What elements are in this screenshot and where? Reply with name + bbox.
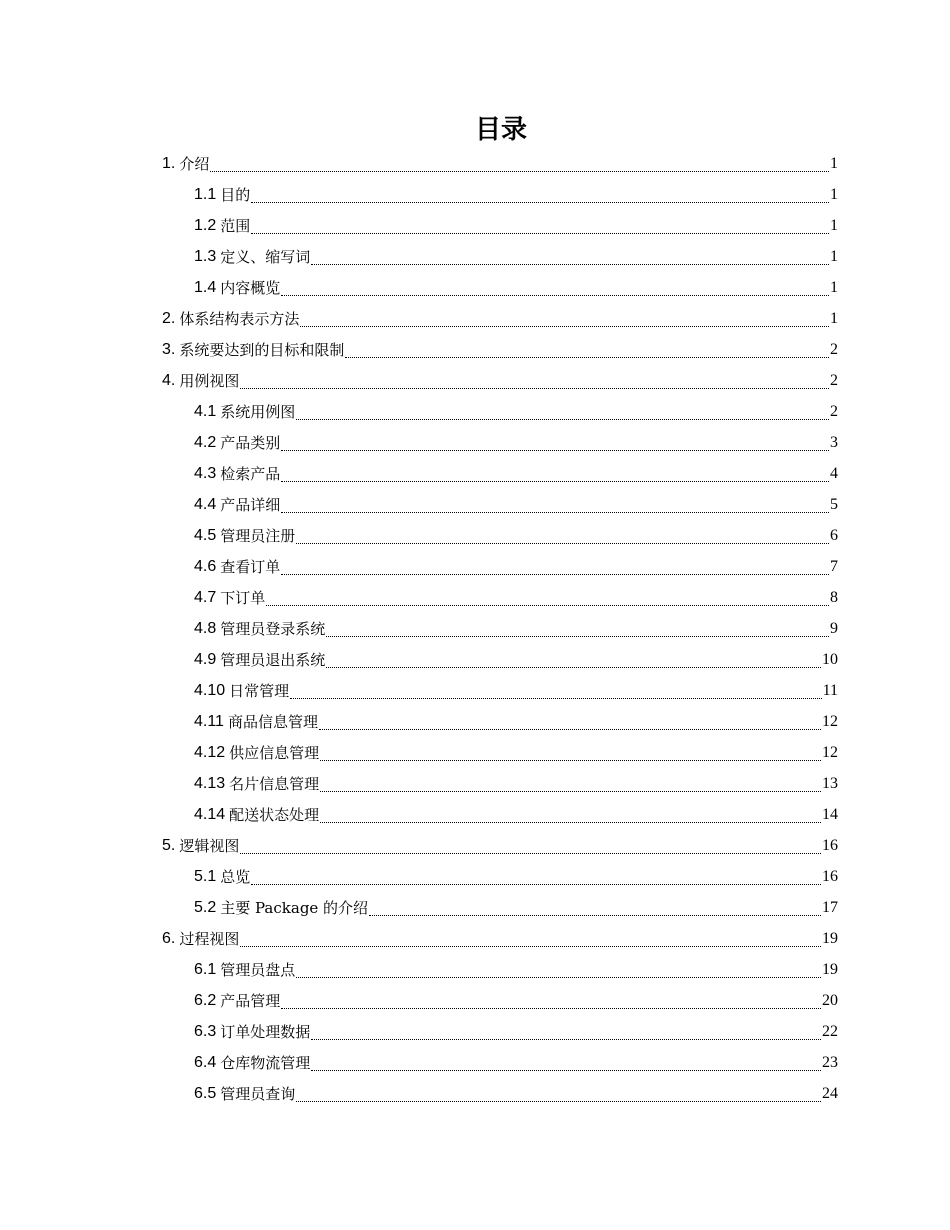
toc-entry[interactable] — [0, 303, 950, 334]
toc-entry-number: 4.3 — [194, 464, 217, 482]
toc-entry-title: 逻辑视图 — [179, 836, 240, 855]
toc-entry-title: 产品类别 — [220, 433, 281, 452]
toc-entry[interactable] — [0, 179, 950, 210]
toc-entry-page-number: 12 — [822, 712, 838, 730]
toc-entry[interactable] — [0, 210, 950, 241]
toc-entry-page-number: 22 — [822, 1022, 838, 1040]
toc-entry[interactable] — [0, 613, 950, 644]
toc-entry-number: 6.3 — [194, 1022, 217, 1040]
toc-entry-number: 1.2 — [194, 216, 217, 234]
toc-dot-leader — [251, 201, 829, 203]
toc-entry-title: 内容概览 — [220, 278, 281, 297]
toc-entry-number: 5.1 — [194, 867, 217, 885]
toc-dot-leader — [320, 790, 821, 792]
toc-entry[interactable] — [0, 830, 950, 861]
toc-dot-leader — [326, 635, 829, 637]
toc-entry-page-number: 1 — [830, 154, 838, 172]
toc-entry-number: 4.13 — [194, 774, 226, 792]
toc-entry-page-number: 12 — [822, 743, 838, 761]
toc-entry-number: 4.10 — [194, 681, 226, 699]
toc-entry-number: 6.4 — [194, 1053, 217, 1071]
toc-entry-number: 5. — [162, 836, 176, 854]
toc-entry-title: 管理员登录系统 — [220, 619, 326, 638]
toc-dot-leader — [281, 511, 829, 513]
toc-entry-page-number: 2 — [830, 402, 838, 420]
toc-entry-number: 6.5 — [194, 1084, 217, 1102]
toc-entry-page-number: 16 — [822, 836, 838, 854]
toc-entry[interactable] — [0, 923, 950, 954]
toc-entry-number: 1.1 — [194, 185, 217, 203]
toc-entry-page-number: 5 — [830, 495, 838, 513]
toc-entry-page-number: 1 — [830, 247, 838, 265]
toc-entry[interactable] — [0, 458, 950, 489]
toc-entry-title: 查看订单 — [220, 557, 281, 576]
toc-entry-title: 商品信息管理 — [227, 712, 318, 731]
toc-entry-number: 6. — [162, 929, 176, 947]
toc-entry[interactable] — [0, 706, 950, 737]
toc-entry[interactable] — [0, 396, 950, 427]
toc-entry-number: 1. — [162, 154, 176, 172]
toc-entry-page-number: 19 — [822, 960, 838, 978]
toc-entry-title: 订单处理数据 — [220, 1022, 311, 1041]
toc-dot-leader — [251, 883, 821, 885]
toc-dot-leader — [210, 170, 829, 172]
toc-entry-page-number: 11 — [822, 681, 838, 699]
toc-dot-leader — [345, 356, 829, 358]
toc-entry-page-number: 3 — [830, 433, 838, 451]
toc-entry-page-number: 6 — [830, 526, 838, 544]
toc-dot-leader — [369, 914, 821, 916]
toc-list — [0, 148, 950, 1109]
toc-entry-title: 目的 — [220, 185, 251, 204]
toc-dot-leader — [281, 573, 829, 575]
toc-entry-title: 系统要达到的目标和限制 — [179, 340, 345, 359]
toc-dot-leader — [240, 387, 829, 389]
toc-entry[interactable] — [0, 148, 950, 179]
toc-entry-number: 4.2 — [194, 433, 217, 451]
toc-dot-leader — [281, 449, 829, 451]
toc-entry-title: 管理员注册 — [220, 526, 296, 545]
toc-entry-page-number: 19 — [822, 929, 838, 947]
toc-entry-title: 配送状态处理 — [229, 805, 320, 824]
toc-entry-page-number: 14 — [822, 805, 838, 823]
toc-entry[interactable] — [0, 365, 950, 396]
toc-entry[interactable] — [0, 551, 950, 582]
toc-entry-number: 4.9 — [194, 650, 217, 668]
toc-dot-leader — [251, 232, 829, 234]
toc-entry-title: 名片信息管理 — [229, 774, 320, 793]
toc-entry-number: 4.6 — [194, 557, 217, 575]
toc-dot-leader — [300, 325, 829, 327]
toc-dot-leader — [296, 418, 829, 420]
toc-entry-page-number: 2 — [830, 371, 838, 389]
toc-entry-page-number: 23 — [822, 1053, 838, 1071]
toc-entry-title: 供应信息管理 — [229, 743, 320, 762]
toc-entry-title: 下订单 — [220, 588, 266, 607]
toc-entry-number: 6.2 — [194, 991, 217, 1009]
toc-entry[interactable] — [0, 1016, 950, 1047]
toc-entry-number: 4.4 — [194, 495, 217, 513]
toc-dot-leader — [281, 294, 829, 296]
toc-dot-leader — [326, 666, 821, 668]
toc-entry-number: 4.1 — [194, 402, 217, 420]
toc-entry-page-number: 8 — [830, 588, 838, 606]
toc-entry-title: 产品详细 — [220, 495, 281, 514]
toc-entry-title: 总览 — [220, 867, 251, 886]
toc-entry[interactable] — [0, 241, 950, 272]
toc-entry-title: 检索产品 — [220, 464, 281, 483]
toc-entry-page-number: 24 — [822, 1084, 838, 1102]
toc-entry-number: 1.4 — [194, 278, 217, 296]
toc-entry-number: 4.5 — [194, 526, 217, 544]
toc-dot-leader — [266, 604, 829, 606]
toc-entry-page-number: 10 — [822, 650, 838, 668]
toc-dot-leader — [319, 728, 821, 730]
toc-entry-title: 用例视图 — [179, 371, 240, 390]
toc-entry-number: 4.14 — [194, 805, 226, 823]
toc-entry-title: 定义、缩写词 — [220, 247, 311, 266]
toc-entry[interactable] — [0, 799, 950, 830]
toc-entry-number: 4.8 — [194, 619, 217, 637]
toc-entry[interactable] — [0, 644, 950, 675]
toc-dot-leader — [320, 821, 821, 823]
toc-dot-leader — [296, 542, 829, 544]
toc-entry[interactable] — [0, 334, 950, 365]
toc-entry[interactable] — [0, 985, 950, 1016]
toc-entry[interactable] — [0, 582, 950, 613]
toc-entry-title: 范围 — [220, 216, 251, 235]
toc-entry-page-number: 1 — [830, 278, 838, 296]
toc-entry-page-number: 1 — [830, 185, 838, 203]
toc-entry-title: 过程视图 — [179, 929, 240, 948]
toc-entry-page-number: 9 — [830, 619, 838, 637]
toc-entry-title: 体系结构表示方法 — [179, 309, 300, 328]
toc-entry-title: 日常管理 — [229, 681, 290, 700]
toc-entry-number: 4.7 — [194, 588, 217, 606]
toc-entry-title: 管理员查询 — [220, 1084, 296, 1103]
toc-entry[interactable] — [0, 892, 950, 923]
toc-entry-number: 2. — [162, 309, 176, 327]
toc-entry-title: 主要 Package 的介绍 — [220, 898, 369, 917]
toc-entry-number: 3. — [162, 340, 176, 358]
toc-entry-title: 产品管理 — [220, 991, 281, 1010]
toc-dot-leader — [290, 697, 821, 699]
toc-dot-leader — [240, 852, 821, 854]
toc-entry-number: 1.3 — [194, 247, 217, 265]
toc-entry-page-number: 13 — [822, 774, 838, 792]
toc-entry-number: 6.1 — [194, 960, 217, 978]
toc-entry[interactable] — [0, 272, 950, 303]
toc-entry-title: 管理员盘点 — [220, 960, 296, 979]
toc-entry-number: 4. — [162, 371, 176, 389]
toc-entry-page-number: 1 — [830, 309, 838, 327]
toc-entry-title: 仓库物流管理 — [220, 1053, 311, 1072]
toc-entry-title: 系统用例图 — [220, 402, 296, 421]
toc-entry[interactable] — [0, 768, 950, 799]
toc-dot-leader — [296, 976, 821, 978]
toc-entry-page-number: 20 — [822, 991, 838, 1009]
toc-entry[interactable] — [0, 861, 950, 892]
toc-entry-page-number: 7 — [830, 557, 838, 575]
toc-dot-leader — [281, 480, 829, 482]
toc-dot-leader — [311, 1069, 821, 1071]
toc-entry-number: 4.12 — [194, 743, 226, 761]
toc-entry[interactable] — [0, 675, 950, 706]
toc-entry-page-number: 1 — [830, 216, 838, 234]
page-title: 目录 — [474, 115, 527, 145]
toc-dot-leader — [240, 945, 821, 947]
toc-entry-title: 管理员退出系统 — [220, 650, 326, 669]
toc-entry-page-number: 17 — [822, 898, 838, 916]
toc-entry[interactable] — [0, 1078, 950, 1109]
toc-dot-leader — [281, 1007, 821, 1009]
toc-dot-leader — [320, 759, 821, 761]
toc-entry-page-number: 4 — [830, 464, 838, 482]
toc-entry-number: 5.2 — [194, 898, 217, 916]
toc-entry[interactable] — [0, 737, 950, 768]
toc-entry[interactable] — [0, 520, 950, 551]
toc-dot-leader — [296, 1100, 821, 1102]
toc-entry-title: 介绍 — [179, 154, 210, 173]
toc-entry-page-number: 2 — [830, 340, 838, 358]
toc-entry[interactable] — [0, 489, 950, 520]
toc-entry[interactable] — [0, 427, 950, 458]
toc-dot-leader — [311, 263, 829, 265]
toc-entry[interactable] — [0, 954, 950, 985]
toc-dot-leader — [311, 1038, 821, 1040]
toc-entry-number: 4.11 — [194, 712, 224, 730]
toc-entry-page-number: 16 — [822, 867, 838, 885]
toc-entry[interactable] — [0, 1047, 950, 1078]
